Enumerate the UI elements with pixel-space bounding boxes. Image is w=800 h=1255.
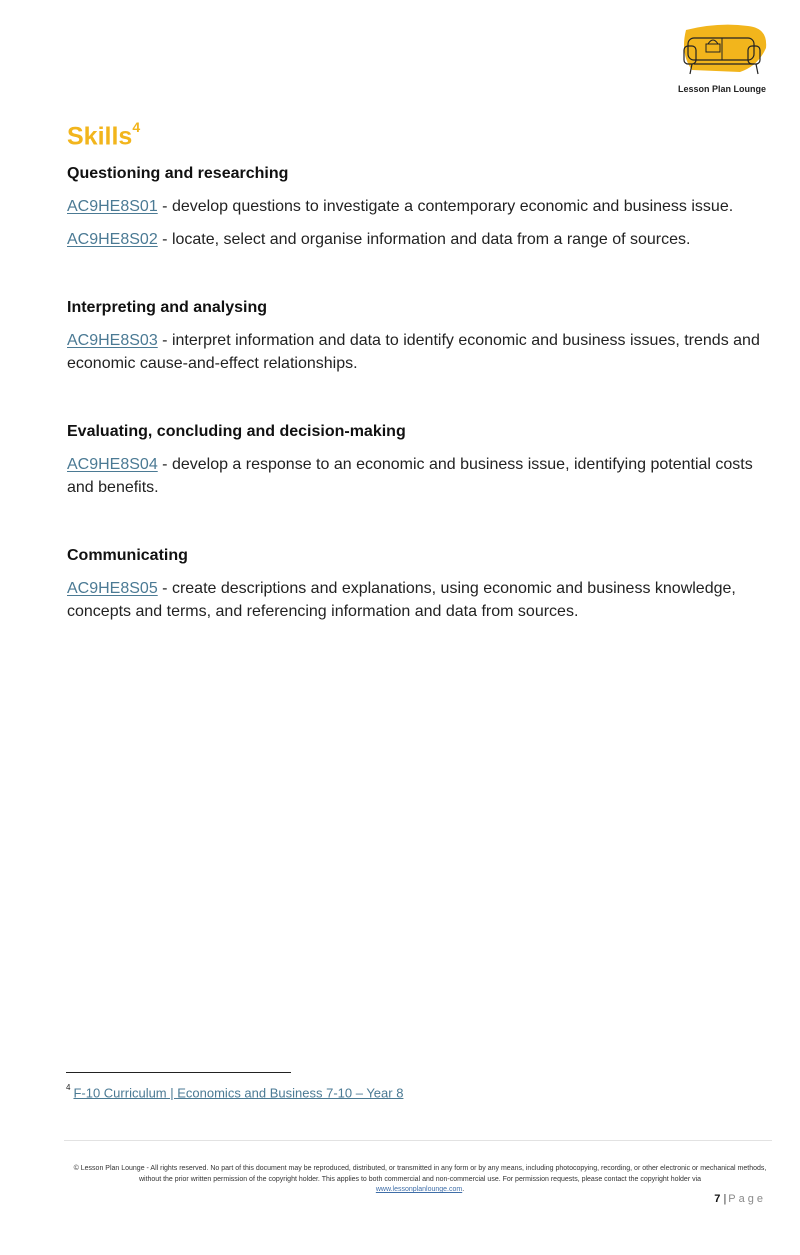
section-interpreting: [67, 299, 767, 375]
title-text: Skills: [67, 122, 133, 151]
section-evaluating: [67, 423, 767, 499]
skill-description: - develop a response to an economic and business issue, identifying potential costs and benefits.: [67, 456, 753, 497]
section-heading: Communicating: [67, 547, 188, 565]
page-number-value: 7: [714, 1193, 721, 1205]
footnote: [66, 1085, 403, 1100]
couch-logo-icon: [678, 20, 770, 80]
curriculum-code-link[interactable]: AC9HE8S03: [67, 332, 158, 350]
curriculum-code-link[interactable]: AC9HE8S01: [67, 198, 158, 216]
curriculum-code-link[interactable]: AC9HE8S04: [67, 456, 158, 474]
footer-divider: [64, 1140, 772, 1141]
section-heading: Questioning and researching: [67, 165, 289, 183]
section-communicating: [67, 547, 767, 623]
skill-description: - interpret information and data to identify economic and business issues, trends and economic cause-and-effect relationships.: [67, 332, 760, 373]
skill-item: [67, 195, 767, 218]
logo-text: Lesson Plan Lounge: [677, 84, 766, 94]
footnote-marker: 4: [66, 1083, 71, 1092]
skill-item: [67, 329, 767, 375]
curriculum-code-link[interactable]: AC9HE8S02: [67, 231, 158, 249]
skill-item: [67, 453, 767, 499]
skill-description: - create descriptions and explanations, using economic and business knowledge, concepts and terms, and referencing information and data from sources.: [67, 580, 736, 621]
page-separator: |: [723, 1193, 727, 1205]
footnote-link[interactable]: F-10 Curriculum | Economics and Business 7-10 – Year 8: [73, 1085, 404, 1101]
section-heading: Interpreting and analysing: [67, 299, 268, 317]
copyright-text: © Lesson Plan Lounge - All rights reserved. No part of this document may be reproduced, distributed, or transmitted in any form or by any means, including photocopying, recording, or other electronic or mechanical methods, without the prior written permission of the copyright holder. This applies to both commercial and non-commercial use. For permission requests, please contact the copyright holder via: [73, 1165, 767, 1183]
skills-content: [67, 119, 767, 671]
section-heading: Evaluating, concluding and decision-making: [67, 423, 406, 441]
page-number: [714, 1193, 766, 1205]
page-word: Page: [728, 1193, 766, 1205]
title-footnote-ref[interactable]: 4: [132, 119, 141, 135]
copyright-notice: © Lesson Plan Lounge - All rights reserved. No part of this document may be reproduced, distributed, or transmitted in any form or by any means, including photocopying, recording, or other electronic or mechanical methods, without the prior written permission of the copyright holder. This applies to both commercial and non-commercial use. For permission requests, please contact the copyright holder via www.lessonplanlounge.com.: [73, 1165, 767, 1193]
footnote-divider: [66, 1072, 291, 1073]
skill-description: - locate, select and organise information and data from a range of sources.: [157, 231, 691, 249]
skill-description: - develop questions to investigate a contemporary economic and business issue.: [157, 198, 734, 216]
lesson-plan-lounge-logo: [674, 20, 774, 100]
website-link[interactable]: www.lessonplanlounge.com: [375, 1186, 463, 1193]
skill-item: [67, 228, 767, 251]
skill-item: [67, 577, 767, 623]
page-title: [67, 119, 767, 151]
section-questioning: [67, 165, 767, 251]
curriculum-code-link[interactable]: AC9HE8S05: [67, 580, 158, 598]
